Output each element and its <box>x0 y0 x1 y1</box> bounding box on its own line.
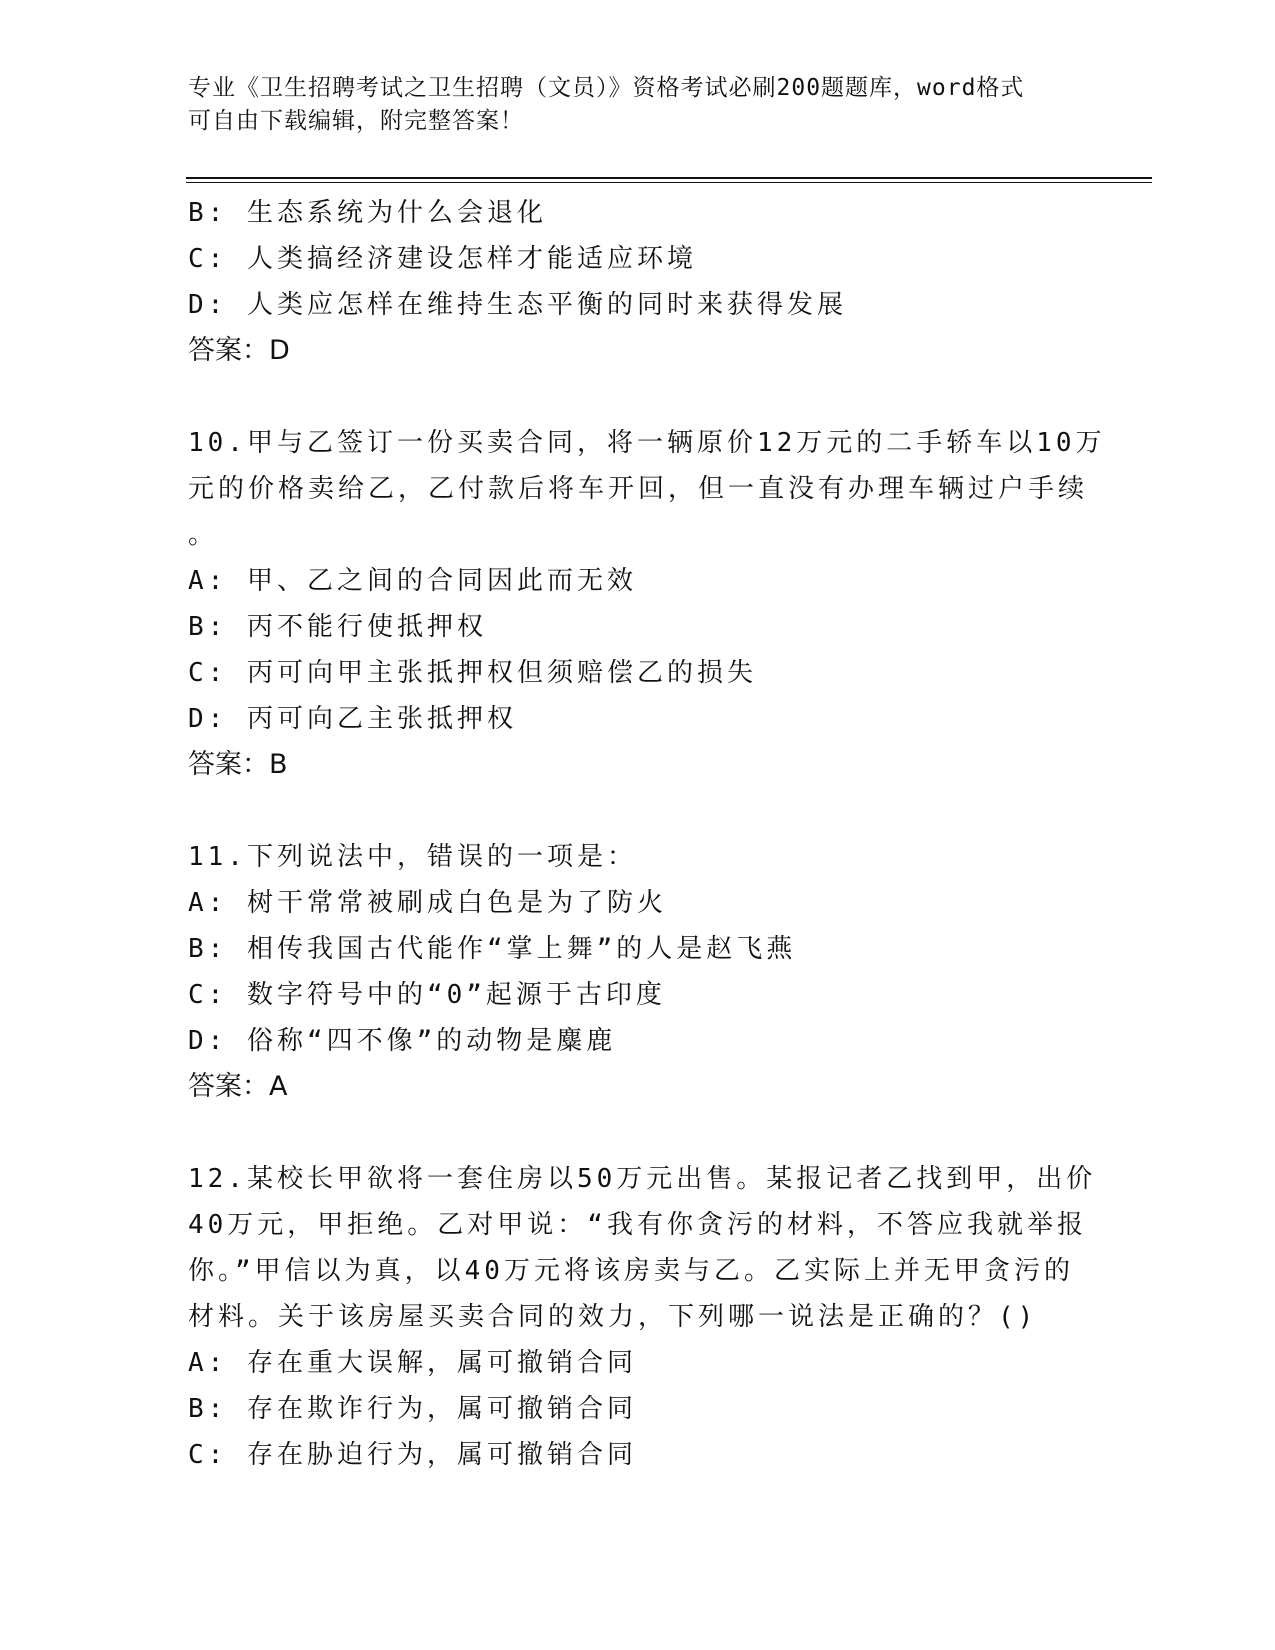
question-10-answer: 答案：B <box>188 749 288 780</box>
question-12-block <box>188 1156 1097 1478</box>
question-11-option-a: A: 树干常常被刷成白色是为了防火 <box>188 888 667 918</box>
question-10-stem-line-3: 。 <box>188 520 219 550</box>
question-9-option-b: B: 生态系统为什么会退化 <box>188 198 547 228</box>
question-12-option-c: C: 存在胁迫行为，属可撤销合同 <box>188 1440 637 1470</box>
question-12-stem-line-2: 40万元，甲拒绝。乙对甲说：“我有你贪污的材料，不答应我就举报 <box>188 1210 1087 1240</box>
question-9-option-c: C: 人类搞经济建设怎样才能适应环境 <box>188 244 697 274</box>
header-divider-thin <box>186 182 1152 183</box>
question-11-option-d: D: 俗称“四不像”的动物是麋鹿 <box>188 1026 617 1056</box>
question-11-option-b: B: 相传我国古代能作“掌上舞”的人是赵飞燕 <box>188 934 797 964</box>
question-11-answer: 答案：A <box>188 1071 288 1102</box>
question-10-option-b: B: 丙不能行使抵押权 <box>188 612 487 642</box>
question-9-answer: 答案：D <box>188 335 290 366</box>
question-12-option-b: B: 存在欺诈行为，属可撤销合同 <box>188 1394 637 1424</box>
question-9-option-d: D: 人类应怎样在维持生态平衡的同时来获得发展 <box>188 290 847 320</box>
question-10-stem-line-1: 10.甲与乙签订一份买卖合同，将一辆原价12万元的二手轿车以10万 <box>188 428 1106 458</box>
question-9-block <box>188 190 1088 374</box>
header-line-2: 可自由下载编辑，附完整答案！ <box>188 108 524 134</box>
question-10-stem-line-2: 元的价格卖给乙，乙付款后将车开回，但一直没有办理车辆过户手续 <box>188 474 1089 504</box>
question-11-stem-line-1: 11.下列说法中，错误的一项是： <box>188 842 637 872</box>
question-content <box>188 190 1106 1478</box>
question-10-option-a: A: 甲、乙之间的合同因此而无效 <box>188 566 637 596</box>
question-12-option-a: A: 存在重大误解，属可撤销合同 <box>188 1348 637 1378</box>
question-11-option-c: C: 数字符号中的“0”起源于古印度 <box>188 980 666 1010</box>
header-divider-thick <box>186 177 1152 179</box>
question-10-option-d: D: 丙可向乙主张抵押权 <box>188 704 517 734</box>
question-12-stem-line-4: 材料。关于该房屋买卖合同的效力，下列哪一说法是正确的？() <box>188 1302 1038 1332</box>
question-10-option-c: C: 丙可向甲主张抵押权但须赔偿乙的损失 <box>188 658 757 688</box>
question-12-stem-line-3: 你。”甲信以为真，以40万元将该房卖与乙。乙实际上并无甲贪污的 <box>188 1256 1074 1286</box>
document-header <box>188 72 1068 138</box>
question-11-block <box>188 834 1088 1110</box>
question-10-block <box>188 420 1106 788</box>
header-line-1: 专业《卫生招聘考试之卫生招聘（文员）》资格考试必刷200题题库，word格式 <box>188 75 1025 101</box>
question-12-stem-line-1: 12.某校长甲欲将一套住房以50万元出售。某报记者乙找到甲，出价 <box>188 1164 1097 1194</box>
